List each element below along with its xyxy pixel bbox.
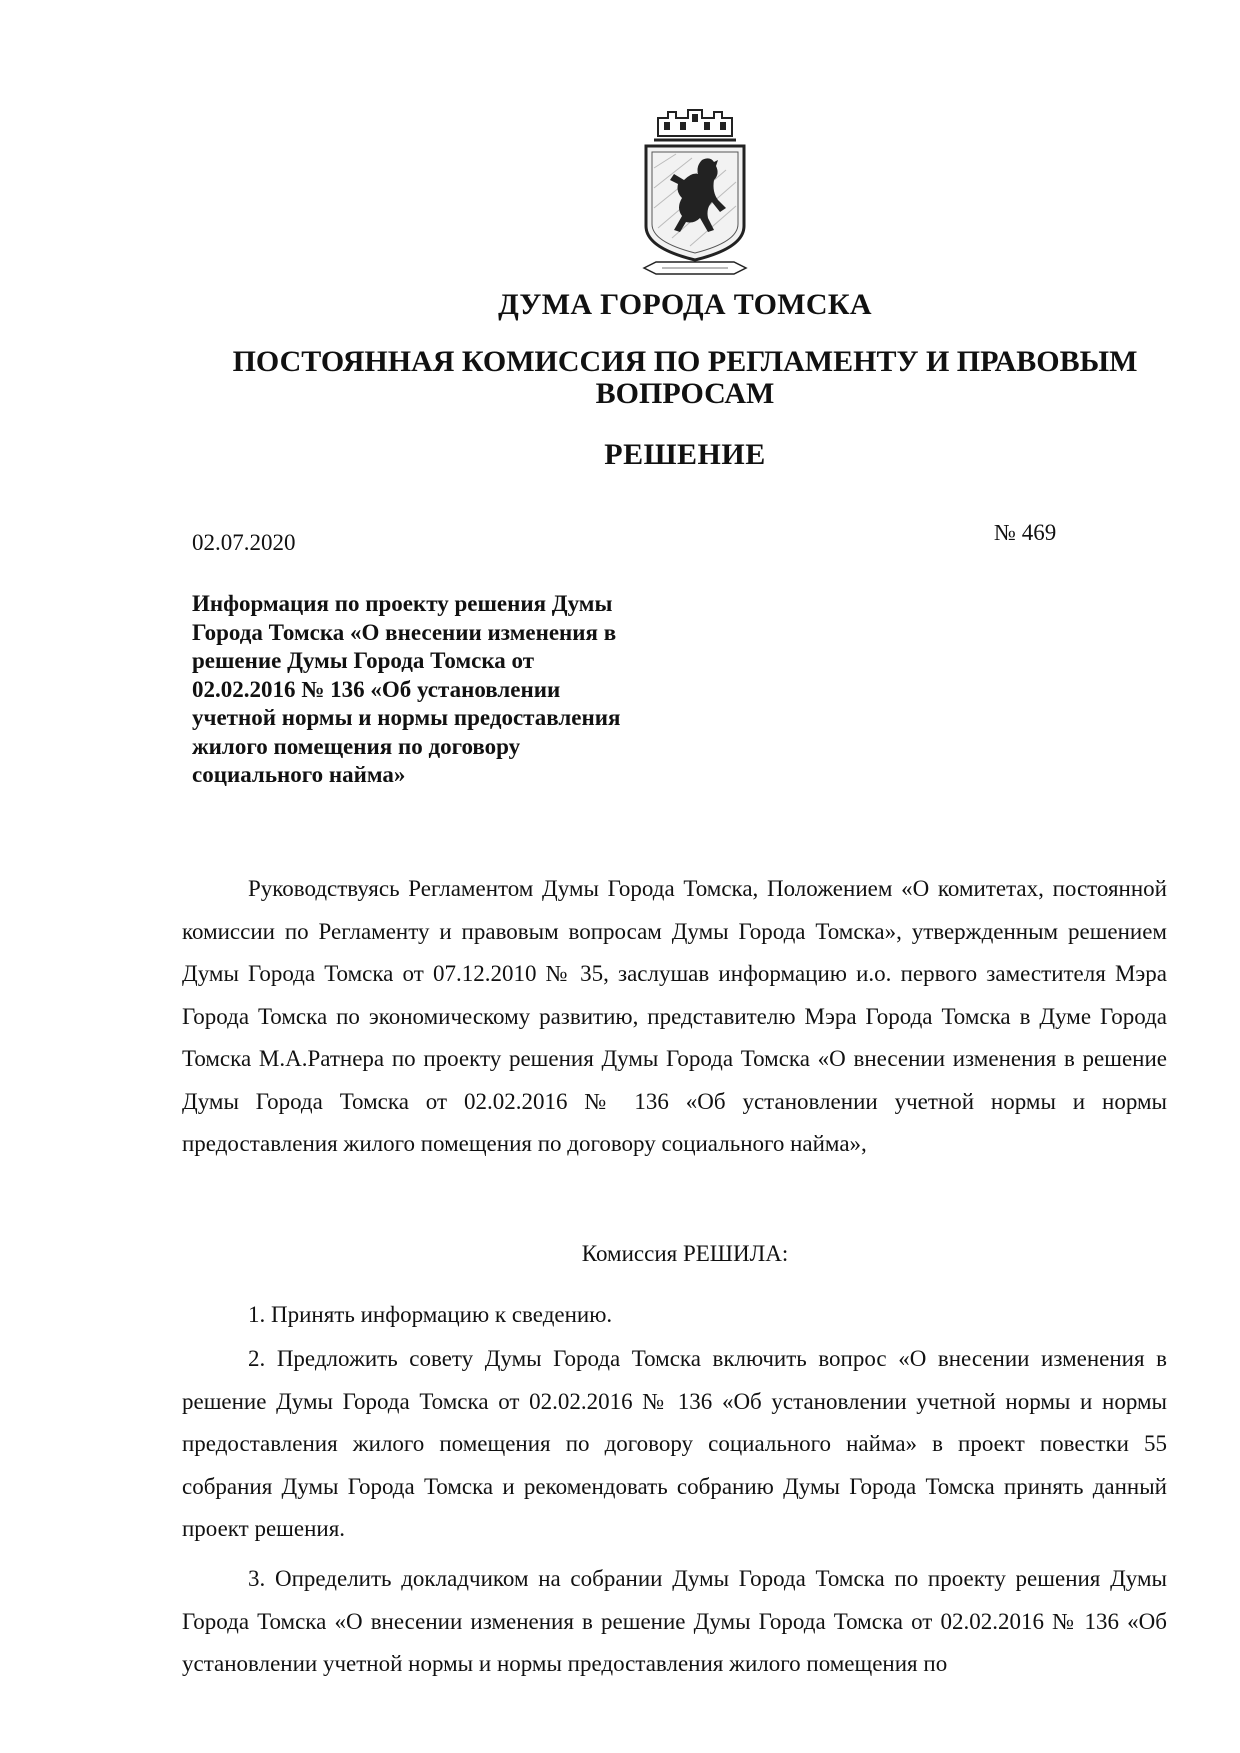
document-number: № 469 bbox=[994, 520, 1057, 545]
organization-title: ДУМА ГОРОДА ТОМСКА bbox=[498, 288, 872, 321]
coat-of-arms-icon bbox=[636, 108, 754, 280]
decision-item-1: 1. Принять информацию к сведению. bbox=[248, 1302, 613, 1327]
decision-item-2: 2. Предложить совету Думы Города Томска включить вопрос «О внесении изменения в решение Думы Города Томска от 02.02.2016 № 136 «Об установлении учетной нормы и нормы предоставления жилого помещения по договору социального найма» в проект повестки 55 собрания Думы Города Томска и рекомендовать собранию Думы Города Томска принять данный проект решения. bbox=[182, 1346, 1167, 1541]
document-date: 02.07.2020 bbox=[192, 530, 296, 555]
commission-title: ПОСТОЯННАЯ КОМИССИЯ ПО РЕГЛАМЕНТУ И ПРАВОВЫМ ВОПРОСАМ bbox=[232, 345, 1138, 410]
decision-item-3: 3. Определить докладчиком на собрании Думы Города Томска по проекту решения Думы Города Томска «О внесении изменения в решение Думы Города Томска от 02.02.2016 № 136 «Об установлении учетной нормы и нормы предоставления жилого помещения по bbox=[182, 1566, 1167, 1676]
preamble-paragraph: Руководствуясь Регламентом Думы Города Томска, Положением «О комитетах, постоянной комиссии по Регламенту и правовым вопросам Думы Города Томска», утвержденным решением Думы Города Томска от 07.12.2010 № 35, заслушав информацию и.о. первого заместителя Мэра Города Томска по экономическому развитию, представителю Мэра Города Томска в Думе Города Томска М.А.Ратнера по проекту решения Думы Города Томска «О внесении изменения в решение Думы Города Томска от 02.02.2016 № 136 «Об установлении учетной нормы и нормы предоставления жилого помещения по договору социального найма», bbox=[182, 876, 1167, 1156]
document-subject: Информация по проекту решения Думы Города Томска «О внесении изменения в решение Думы Города Томска от 02.02.2016 № 136 «Об установлении учетной нормы и нормы предоставления жилого помещения по договору социального найма» bbox=[192, 591, 621, 787]
decision-heading: Комиссия РЕШИЛА: bbox=[581, 1241, 789, 1266]
document-type-title: РЕШЕНИЕ bbox=[604, 438, 766, 471]
